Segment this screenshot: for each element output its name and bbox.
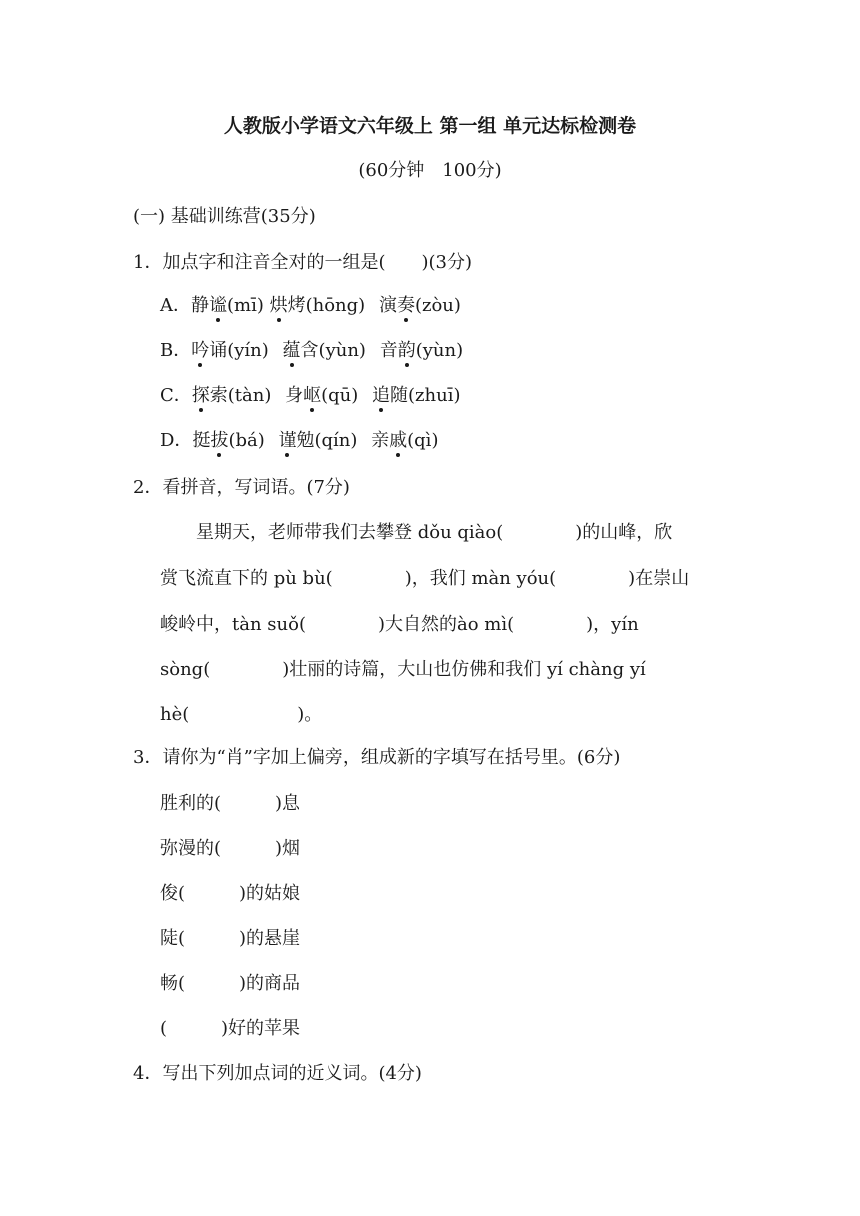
q1-option-d (160, 432, 438, 450)
pinyin: (qū) (321, 385, 359, 406)
dotted-char: 吟 (191, 340, 210, 361)
option-label: A． (160, 295, 191, 316)
pinyin: (yùn) (415, 340, 464, 361)
dotted-char: 谨 (278, 430, 297, 451)
word-text: 演 (378, 295, 397, 316)
page-title: 人教版小学语文六年级上 第一组 单元达标检测卷 (223, 115, 637, 137)
pinyin: (bá) (228, 430, 265, 451)
word-text: 索(tàn) (209, 385, 272, 406)
q1-option-c (160, 387, 461, 405)
word-text: 诵(yín) (209, 340, 269, 361)
q3-item: 弥漫的( )烟 (160, 838, 301, 859)
dotted-char: 谧 (209, 295, 227, 316)
dotted-char: 烘 (269, 295, 288, 316)
dotted-char: 戚 (389, 430, 408, 451)
word-text: 烤(hōng) (287, 295, 366, 316)
option-label: B． (160, 340, 192, 361)
option-label: D． (160, 430, 193, 451)
word-text: 含(yùn) (300, 340, 366, 361)
q3-item: 陡( )的悬崖 (160, 928, 301, 949)
q3-item: 胜利的( )息 (160, 793, 301, 814)
word-text: 挺 (192, 430, 211, 451)
question-2-stem: 2．看拼音，写词语。(7分) (133, 477, 350, 498)
dotted-char: 拔 (210, 430, 229, 451)
pinyin: (mī) (227, 295, 264, 316)
word-text: 身 (285, 385, 304, 406)
word-text: 勉(qín) (296, 430, 358, 451)
q3-item: 俊( )的姑娘 (160, 883, 301, 904)
q2-passage-line: sòng( )壮丽的诗篇，大山也仿佛和我们 yí chàng yí (160, 659, 646, 680)
option-label: C． (160, 385, 192, 406)
q2-passage-line: 星期天，老师带我们去攀登 dǒu qiào( )的山峰，欣 (160, 522, 673, 543)
q1-option-a (160, 297, 461, 315)
exam-duration-score: (60分钟 100分) (358, 160, 502, 181)
q3-item: ( )好的苹果 (160, 1018, 301, 1039)
q2-passage-line: hè( )。 (160, 704, 323, 725)
word-text: 随(zhuī) (390, 385, 461, 406)
question-4-stem: 4．写出下列加点词的近义词。(4分) (133, 1063, 422, 1084)
section-heading: (一) 基础训练营(35分) (133, 206, 316, 227)
question-3-stem: 3．请你为“肖”字加上偏旁，组成新的字填写在括号里。(6分) (133, 747, 621, 768)
dotted-char: 韵 (397, 340, 416, 361)
q1-option-b (160, 342, 463, 360)
dotted-char: 蕴 (282, 340, 301, 361)
word-text: 亲 (371, 430, 390, 451)
word-text: 静 (191, 295, 209, 316)
dotted-char: 探 (191, 385, 210, 406)
pinyin: (zòu) (414, 295, 461, 316)
q2-passage-line: 赏飞流直下的 pù bù( )，我们 màn yóu( )在崇山 (160, 568, 690, 589)
q3-item: 畅( )的商品 (160, 973, 301, 994)
question-1-stem: 1．加点字和注音全对的一组是( )(3分) (133, 252, 472, 273)
dotted-char: 追 (372, 385, 391, 406)
dotted-char: 奏 (396, 295, 415, 316)
dotted-char: 岖 (303, 385, 322, 406)
q2-passage-line: 峻岭中，tàn suǒ( )大自然的ào mì( )，yín (160, 614, 639, 635)
word-text: 音 (379, 340, 398, 361)
pinyin: (qì) (407, 430, 439, 451)
